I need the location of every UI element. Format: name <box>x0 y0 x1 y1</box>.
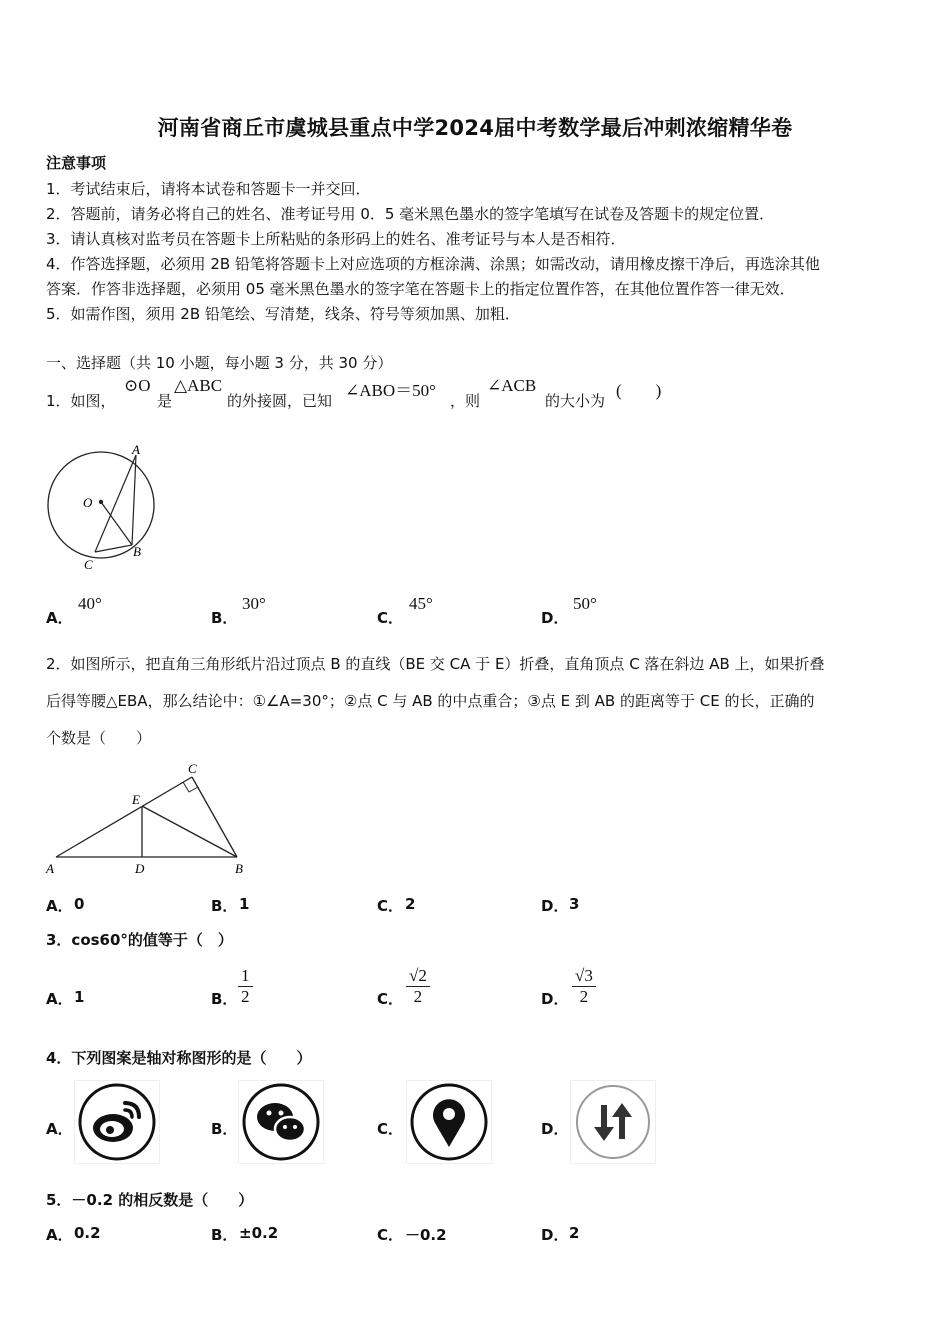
q1-option-b-value: 30° <box>242 594 266 613</box>
section-heading: 一、选择题（共 10 小题，每小题 3 分，共 30 分） <box>46 354 393 372</box>
q4-option-d-label: D． <box>541 1120 569 1138</box>
label-c: C <box>84 557 93 572</box>
q2-option-a-label: A． <box>46 897 73 915</box>
q1-math-triangle: △ABC <box>174 376 223 395</box>
q1-option-a-value: 40° <box>78 594 102 613</box>
q1-math-angle-acb: ∠ACB <box>487 376 537 395</box>
q2-option-c-value: 2 <box>405 895 416 913</box>
q2-text: 个数是（ ） <box>46 729 152 747</box>
label-e: E <box>132 792 140 807</box>
q5-option-c-value: －0.2 <box>405 1226 447 1244</box>
q3-stem: 3．cos60°的值等于（ ） <box>46 931 233 949</box>
segment-ab <box>132 455 136 545</box>
notice-item: 2．答题前，请务必将自己的姓名、准考证号用 0．5 毫米黑色墨水的签字笔填写在试卷及答题卡的规定位置． <box>46 205 775 223</box>
q2-option-b-value: 1 <box>239 895 250 913</box>
q4-option-a-label: A． <box>46 1120 73 1138</box>
q3-option-c-label: C． <box>377 990 404 1008</box>
q1-math-circle: ⊙O <box>124 376 151 395</box>
page-title: 河南省商丘市虞城县重点中学2024届中考数学最后冲刺浓缩精华卷 <box>157 116 793 140</box>
q5-option-c-label: C． <box>377 1226 404 1244</box>
q4-option-b-label: B． <box>211 1120 238 1138</box>
circle-o <box>48 452 154 558</box>
q2-option-d-value: 3 <box>569 895 580 913</box>
notice-item: 答案．作答非选择题，必须用 05 毫米黑色墨水的签字笔在答题卡上的指定位置作答，在其他位置作答一律无效． <box>46 280 795 298</box>
label-a: A <box>132 442 140 457</box>
q5-option-d-value: 2 <box>569 1224 580 1242</box>
q1-option-a-label: A． <box>46 609 73 627</box>
wechat-icon <box>238 1080 324 1164</box>
center-point <box>99 500 103 504</box>
q2-option-a-value: 0 <box>74 895 85 913</box>
label-a: A <box>46 861 54 876</box>
q1-option-c-label: C． <box>377 609 404 627</box>
q1-answer-paren: ( ) <box>616 381 662 400</box>
q2-triangle-figure <box>44 760 254 880</box>
segment-ac <box>56 777 192 857</box>
notice-item: 5．如需作图，须用 2B 铅笔绘、写清楚，线条、符号等须加黑、加粗． <box>46 305 520 323</box>
label-b: B <box>235 861 243 876</box>
q5-option-b-label: B． <box>211 1226 238 1244</box>
q4-stem: 4．下列图案是轴对称图形的是（ ） <box>46 1049 312 1067</box>
weibo-icon <box>74 1080 160 1164</box>
q5-option-d-label: D． <box>541 1226 569 1244</box>
location-pin-icon <box>406 1080 492 1164</box>
q2-option-d-label: D． <box>541 897 569 915</box>
notice-item: 3．请认真核对监考员在答题卡上所粘贴的条形码上的姓名、准考证号与本人是否相符． <box>46 230 626 248</box>
label-o: O <box>83 495 93 510</box>
q2-text: 后得等腰△EBA，那么结论中：①∠A=30°；②点 C 与 AB 的中点重合；③点 E 到 AB 的距离等于 CE 的长，正确的 <box>46 692 815 710</box>
q3-option-b-fraction: $\frac{1}{2}$ <box>238 966 253 1007</box>
q2-option-c-label: C． <box>377 897 404 915</box>
q1-math-angle-abo: ∠ABO＝50° <box>345 381 436 400</box>
q2-option-b-label: B． <box>211 897 238 915</box>
q3-option-a-value: 1 <box>74 988 85 1006</box>
q1-option-c-value: 45° <box>409 594 433 613</box>
q5-option-b-value: ±0.2 <box>239 1224 279 1242</box>
label-c: C <box>188 761 197 776</box>
notice-heading: 注意事项 <box>46 154 107 172</box>
q5-stem: 5．－0.2 的相反数是（ ） <box>46 1191 254 1209</box>
q3-option-c-fraction: $\frac{√2}{2}$ <box>406 966 430 1007</box>
q5-option-a-label: A． <box>46 1226 73 1244</box>
q1-text: ，则 <box>450 392 481 410</box>
q2-text: 2．如图所示，把直角三角形纸片沿过顶点 B 的直线（BE 交 CA 于 E）折叠，直角顶点 C 落在斜边 AB 上，如果折叠 <box>46 655 825 673</box>
q1-text: 是 <box>157 392 173 410</box>
label-b: B <box>133 544 141 559</box>
q3-option-d-fraction: $\frac{√3}{2}$ <box>572 966 596 1007</box>
notice-item: 4．作答选择题，必须用 2B 铅笔将答题卡上对应选项的方框涂满、涂黑；如需改动，请用橡皮擦干净后，再选涂其他 <box>46 255 820 273</box>
q3-option-d-label: D． <box>541 990 569 1008</box>
label-d: D <box>135 861 145 876</box>
segment-ob <box>101 502 132 545</box>
q5-option-a-value: 0.2 <box>74 1224 101 1242</box>
q1-circle-figure <box>40 440 170 575</box>
q1-text: 1．如图， <box>46 392 116 410</box>
q1-option-b-label: B． <box>211 609 238 627</box>
up-down-arrows-icon <box>570 1080 656 1164</box>
q4-option-c-label: C． <box>377 1120 404 1138</box>
q1-text: 的外接圆，已知 <box>227 392 333 410</box>
q1-text: 的大小为 <box>545 392 606 410</box>
q3-option-a-label: A． <box>46 990 73 1008</box>
notice-item: 1．考试结束后，请将本试卷和答题卡一并交回． <box>46 180 371 198</box>
q1-option-d-value: 50° <box>573 594 597 613</box>
q3-option-b-label: B． <box>211 990 238 1008</box>
q1-option-d-label: D． <box>541 609 569 627</box>
